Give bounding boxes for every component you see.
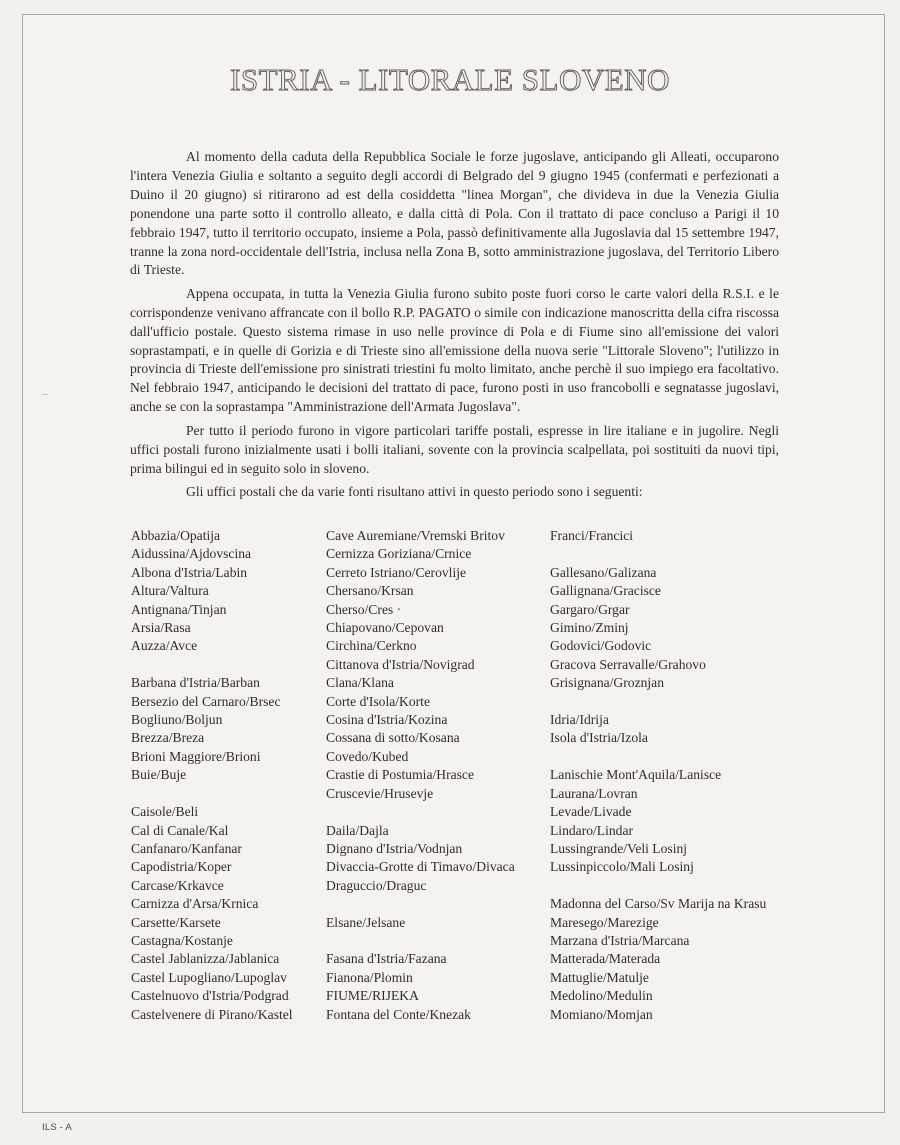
post-office-entry: Fasana d'Istria/Fazana [326, 951, 447, 967]
post-office-entry: Fontana del Conte/Knezak [326, 1006, 471, 1022]
intro-text [130, 148, 779, 506]
page-footer-code: ILS - A [42, 1122, 72, 1133]
post-office-entry: Gracova Serravalle/Grahovo [550, 656, 706, 672]
post-office-entry: Idria/Idrija [550, 712, 609, 728]
post-office-entry: Cernizza Goriziana/Crnice [326, 546, 472, 562]
post-office-entry: Bersezio del Carnaro/Brsec [131, 693, 281, 709]
post-office-entry: Brioni Maggiore/Brioni [131, 748, 261, 764]
post-office-entry: Cruscevie/Hrusevje [326, 785, 434, 801]
post-office-entry: Covedo/Kubed [326, 748, 409, 764]
post-office-entry: Divaccia-Grotte di Timavo/Divaca [326, 859, 515, 875]
post-office-entry [550, 693, 766, 711]
post-office-entry: Mattuglie/Matulje [550, 969, 649, 985]
page-title: ISTRIA - LITORALE SLOVENO [230, 62, 670, 97]
post-office-entry: Gallesano/Galizana [550, 564, 657, 580]
post-office-entry: Buie/Buje [131, 767, 187, 783]
post-office-entry: Elsane/Jelsane [326, 914, 406, 930]
post-office-entry: Gallignana/Gracisce [550, 583, 661, 599]
post-office-entry: Maresego/Marezige [550, 914, 659, 930]
post-office-entry: FIUME/RIJEKA [326, 988, 419, 1004]
post-office-entry: Madonna del Carso/Sv Marija na Krasu [550, 896, 767, 912]
post-office-entry: Barbana d'Istria/Barban [131, 675, 260, 691]
post-office-entry: Carnizza d'Arsa/Krnica [131, 896, 259, 912]
post-office-entry [131, 656, 293, 674]
post-office-entry: Corte d'Isola/Korte [326, 693, 430, 709]
post-office-entry [326, 895, 515, 913]
post-office-column-1 [131, 527, 293, 1024]
post-office-entry: Cossana di sotto/Kosana [326, 730, 460, 746]
post-office-entry: Daila/Dajla [326, 822, 389, 838]
post-office-entry [131, 785, 293, 803]
post-office-entry: Castel Jablanizza/Jablanica [131, 951, 280, 967]
post-office-entry: Castel Lupogliano/Lupoglav [131, 969, 287, 985]
post-office-entry: Crastie di Postumia/Hrasce [326, 767, 474, 783]
post-office-entry: Auzza/Avce [131, 638, 198, 654]
post-office-entry [550, 545, 766, 563]
post-office-entry [550, 748, 766, 766]
post-office-entry: Isola d'Istria/Izola [550, 730, 648, 746]
post-office-entry: Cosina d'Istria/Kozina [326, 712, 448, 728]
post-office-entry: Clana/Klana [326, 675, 394, 691]
post-office-entry: Castelnuovo d'Istria/Podgrad [131, 988, 289, 1004]
post-office-entry: Levade/Livade [550, 804, 632, 820]
post-office-entry: Capodistria/Koper [131, 859, 232, 875]
post-office-entry: Carcase/Krkavce [131, 877, 224, 893]
intro-paragraph: Gli uffici postali che da varie fonti risultano attivi in questo periodo sono i seguenti: [186, 483, 643, 499]
post-office-entry: Carsette/Karsete [131, 914, 221, 930]
post-office-entry: Franci/Francici [550, 528, 634, 543]
post-office-entry: Lanischie Mont'Aquila/Lanisce [550, 767, 722, 783]
post-office-entry: Castelvenere di Pirano/Kastel [131, 1006, 293, 1022]
margin-tick-mark [42, 394, 48, 395]
post-office-entry: Draguccio/Draguc [326, 877, 427, 893]
post-office-entry: Lussinpiccolo/Mali Losinj [550, 859, 694, 875]
post-office-entry: Lussingrande/Veli Losinj [550, 840, 688, 856]
post-office-entry: Chersano/Krsan [326, 583, 414, 599]
intro-paragraph: Per tutto il periodo furono in vigore particolari tariffe postali, espresse in lire italiane e in jugolire. Negli uffici postali furono inizialmente usati i bolli italiani, sovente con la provincia scalpellata, poi sostituiti da nuovi tipi, prima bilingui ed in seguito solo in sloveno. [130, 422, 779, 476]
post-office-entry: Marzana d'Istria/Marcana [550, 932, 690, 948]
post-office-column-3 [550, 527, 766, 1024]
post-office-entry: Brezza/Breza [131, 730, 205, 746]
post-office-entry: Cerreto Istriano/Cerovlije [326, 564, 467, 580]
post-office-entry: Cal di Canale/Kal [131, 822, 229, 838]
post-office-entry: Medolino/Medulin [550, 988, 653, 1004]
post-office-entry: Arsia/Rasa [131, 620, 191, 636]
post-office-entry: Castagna/Kostanje [131, 932, 233, 948]
post-office-entry [326, 803, 515, 821]
post-office-entry: Antignana/Tinjan [131, 601, 227, 617]
post-office-entry: Momiano/Momjan [550, 1006, 653, 1022]
post-office-entry: Caisole/Beli [131, 804, 199, 820]
post-office-entry: Grisignana/Groznjan [550, 675, 665, 691]
post-office-entry: Godovici/Godovic [550, 638, 652, 654]
post-office-entry: Cherso/Cres · [326, 601, 402, 617]
post-office-entry: Gimino/Zminj [550, 620, 629, 636]
post-office-entry: Lindaro/Lindar [550, 822, 634, 838]
post-office-entry [326, 932, 515, 950]
post-office-entry: Cave Auremiane/Vremski Britov [326, 528, 505, 543]
post-office-entry: Aidussina/Ajdovscina [131, 546, 252, 562]
post-office-entry: Bogliuno/Boljun [131, 712, 223, 728]
post-office-entry: Circhina/Cerkno [326, 638, 417, 654]
post-office-entry: Chiapovano/Cepovan [326, 620, 444, 636]
post-office-entry [550, 877, 766, 895]
post-office-entry: Canfanaro/Kanfanar [131, 840, 242, 856]
post-office-entry: Cittanova d'Istria/Novigrad [326, 656, 475, 672]
post-office-entry: Dignano d'Istria/Vodnjan [326, 840, 463, 856]
post-office-entry: Albona d'Istria/Labin [131, 564, 248, 580]
post-office-entry: Altura/Valtura [131, 583, 209, 599]
post-office-entry: Abbazia/Opatija [131, 528, 221, 543]
intro-paragraph: Al momento della caduta della Repubblica Sociale le forze jugoslave, anticipando gli Alleati, occuparono l'intera Venezia Giulia e soltanto a seguito degli accordi di Belgrado del 9 giugno 1945 (confermati e perfezionati a Duino il 20 giugno) si ritirarono ad est della cosiddetta "linea Morgan", che divideva in due la Venezia Giulia ponendone una parte sotto il controllo alleato, e dalla città di Pola. Con il trattato di pace concluso a Parigi il 10 febbraio 1947, tutto il territorio occupato, insieme a Pola, passò definitivamente alla Jugoslavia dal 15 settembre 1947, tranne la zona nord-occidentale dell'Istria, inclusa nella Zona B, sotto amministrazione jugoslava, del Territorio Libero di Trieste. [130, 149, 779, 278]
post-office-entry: Gargaro/Grgar [550, 601, 630, 617]
post-office-column-2 [326, 527, 515, 1024]
intro-paragraph: Appena occupata, in tutta la Venezia Giulia furono subito poste fuori corso le carte valori della R.S.I. e le corrispondenze venivano affrancate con il bollo R.P. PAGATO o simile con indicazione manoscritta della cifra riscossa dall'ufficio postale. Questo sistema rimase in uso nelle province di Pola e di Fiume sino all'emissione dei valori soprastampati, e in quelle di Gorizia e di Trieste sino all'emissione della nuova serie "Littorale Sloveno"; l'utilizzo in provincia di Trieste dell'emissione pro sinistrati triestini fu molto limitato, anche perchè il suo impiego era facoltativo. Nel febbraio 1947, anticipando le decisioni del trattato di pace, furono posti in uso francobolli e segnatasse jugoslavi, anche se con la soprastampa "Amministrazione dell'Armata Jugoslava". [130, 285, 779, 415]
post-office-entry: Fianona/Plomin [326, 969, 413, 985]
post-office-entry: Laurana/Lovran [550, 785, 638, 801]
post-office-entry: Matterada/Materada [550, 951, 661, 967]
